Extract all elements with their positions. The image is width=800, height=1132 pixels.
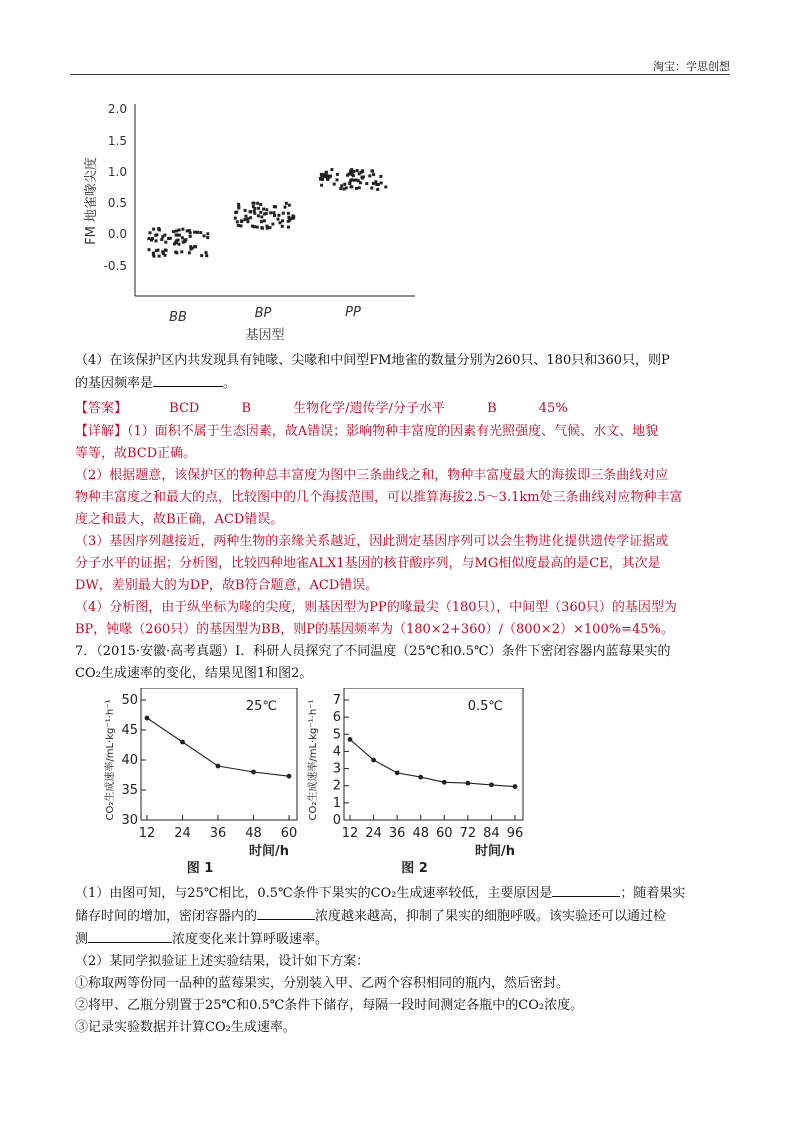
scatter-point (158, 255, 161, 258)
scatter-point (343, 183, 346, 186)
scatter-point (177, 243, 180, 246)
detail-line: （3）基因序列越接近，两种生物的亲缘关系越近，因此测定基因序列可以会生物进化提供遗传学证据或 (75, 534, 669, 549)
beak-scatter-figure (75, 96, 435, 346)
answer-blank[interactable] (153, 372, 223, 387)
detail-line: 分子水平的证据；分析图，比较四种地雀ALX1基因的核苷酸序列，与MG相似度最高的是CE，其次是 (75, 556, 661, 571)
scatter-point (336, 173, 339, 176)
scatter-point (343, 188, 346, 191)
scatter-point (284, 206, 287, 209)
scatter-point (261, 227, 264, 230)
scatter-point (151, 237, 154, 240)
scatter-point (167, 237, 170, 240)
scatter-point (244, 215, 247, 218)
scatter-point (161, 235, 164, 238)
scatter-point (175, 230, 178, 233)
scatter-point (292, 217, 295, 220)
scatter-point (244, 209, 247, 212)
scatter-point (181, 236, 184, 239)
x-tick-label: 60 (436, 826, 453, 841)
scatter-point (152, 228, 155, 231)
data-point (216, 764, 221, 769)
scatter-point (249, 210, 252, 213)
y-tick-label: 1 (332, 795, 341, 811)
scatter-point (256, 226, 259, 229)
x-tick-label: 84 (483, 826, 500, 841)
x-tick-label: 48 (412, 826, 429, 841)
scatter-point (191, 247, 194, 250)
q7-step-1: ①称取两等份同一品种的蓝莓果实，分别装入甲、乙两个容积相同的瓶内，然后密封。 (75, 976, 570, 991)
answer-item: 45% (538, 401, 568, 416)
y-axis-label: CO₂生成速率/mL·kg⁻¹·h⁻¹ (308, 699, 319, 821)
scatter-point (246, 217, 249, 220)
x-tick-label: 24 (365, 826, 382, 841)
scatter-point (164, 249, 167, 252)
answer-section (75, 398, 725, 420)
y-tick-label: 30 (121, 813, 138, 828)
scatter-point (240, 224, 243, 227)
detail-line: BP，钝喙（260只）的基因型为BB，则P的基因频率为（180×2+360）/（800×2）×100%=45%。 (75, 622, 674, 637)
scatter-point (252, 205, 255, 208)
scatter-point (273, 214, 276, 217)
y-tick-label: 0.0 (107, 227, 127, 241)
y-tick-label: 35 (121, 783, 138, 798)
scatter-point (368, 174, 371, 177)
scatter-point (274, 205, 277, 208)
scatter-point (384, 186, 387, 189)
scatter-point (259, 211, 262, 214)
scatter-point (263, 213, 266, 216)
scatter-point (266, 227, 269, 230)
y-tick-labels (104, 102, 127, 273)
scatter-point (361, 177, 364, 180)
scatter-point (340, 184, 343, 187)
scatter-point (176, 234, 179, 237)
question-4 (75, 350, 725, 395)
scatter-point (379, 175, 382, 178)
scatter-point (257, 214, 260, 217)
y-tick-label: 1.5 (107, 134, 127, 148)
scatter-point (371, 170, 374, 173)
scatter-point (269, 226, 272, 229)
data-point (348, 737, 353, 742)
detail-line: DW，差别最大的为DP，故B符合题意，ACD错误。 (75, 578, 379, 593)
scatter-point (263, 219, 266, 222)
scatter-point (189, 231, 192, 234)
scatter-point (349, 179, 352, 182)
scatter-point (265, 208, 268, 211)
detail-line: 物种丰富度之和最大的点，比较图中的几个海拔范围，可以推算海拔2.5～3.1km处三条曲线对应物种丰富 (75, 490, 683, 505)
y-tick-label: 4 (332, 744, 341, 760)
y-tick-label: 2 (332, 778, 341, 794)
scatter-point (147, 237, 150, 240)
answer-item: 生物化学/遗传学/分子水平 (293, 401, 445, 416)
scatter-point (186, 229, 189, 232)
figure-1-chart (75, 688, 305, 878)
scatter-point (148, 248, 151, 251)
scatter-point (260, 220, 263, 223)
scatter-point (376, 188, 379, 191)
scatter-point (326, 177, 329, 180)
scatter-point (200, 254, 203, 257)
scatter-point (358, 186, 361, 189)
scatter-point (253, 210, 256, 213)
scatter-point (287, 212, 290, 215)
scatter-point (346, 174, 349, 177)
scatter-point (365, 182, 368, 185)
scatter-point (237, 207, 240, 210)
y-tick-label: -0.5 (103, 259, 127, 273)
y-tick-label: 45 (121, 723, 138, 738)
q7-part1-line3: 测 浓度变化来计算呼吸速率。 (75, 928, 725, 951)
scatter-point (271, 223, 274, 226)
scatter-point (253, 202, 256, 205)
scatter-point (160, 238, 163, 241)
scatter-point (246, 220, 249, 223)
q7-line2: CO₂生成速率的变化，结果见图1和图2。 (75, 666, 313, 681)
scatter-point (180, 250, 183, 253)
scatter-point (260, 215, 263, 218)
scatter-point (372, 182, 375, 185)
y-axis-label: CO₂生成速率/mL·kg⁻¹·h⁻¹ (105, 699, 116, 821)
scatter-point (234, 217, 237, 220)
q7-part2: （2）某同学拟验证上述实验结果，设计如下方案： (75, 954, 370, 969)
data-point (418, 775, 423, 780)
y-tick-label: 3 (332, 761, 341, 777)
scatter-point (188, 251, 191, 254)
scatter-point (205, 251, 208, 254)
scatter-point (178, 229, 181, 232)
scatter-point (205, 254, 208, 257)
scatter-point (177, 239, 180, 242)
scatter-point (333, 183, 336, 186)
figure-caption: 图 1 (186, 861, 214, 876)
y-tick-label: 0 (332, 813, 341, 828)
scatter-point (339, 187, 342, 190)
scatter-point (234, 211, 237, 214)
scatter-point (251, 225, 254, 228)
scatter-point (360, 171, 363, 174)
y-tick-label: 6 (332, 710, 341, 726)
scatter-point (370, 187, 373, 190)
scatter-point (359, 181, 362, 184)
scatter-point (350, 185, 353, 188)
scatter-point (277, 218, 280, 221)
y-tick-label: 40 (121, 753, 138, 768)
scatter-point (249, 216, 252, 219)
answer-item: B (241, 401, 252, 416)
detail-line: （2）根据题意，该保护区的物种总丰富度为图中三条曲线之和，物种丰富度最大的海拔即三条曲线对应 (75, 468, 669, 483)
x-axis-label: 时间/h (474, 844, 516, 859)
x-tick-label-bb: BB (169, 310, 187, 325)
data-point (513, 784, 518, 789)
scatter-point (257, 207, 260, 210)
data-point (251, 770, 256, 775)
x-tick-label: 72 (459, 826, 477, 841)
scatter-point (172, 230, 175, 233)
q7-line1: 7．（2015·安徽·高考真题）Ⅰ．科研人员探究了不同温度（25℃和0.5℃）条件下密闭容器内蓝莓果实的 (75, 644, 671, 659)
detail-section (75, 421, 725, 641)
y-tick-label: 2.0 (107, 102, 127, 116)
answer-blank[interactable] (257, 905, 315, 920)
data-point (395, 770, 400, 775)
scatter-point (372, 173, 375, 176)
answer-item: BCD (169, 401, 200, 416)
scatter-point (281, 225, 284, 228)
scatter-point (236, 220, 239, 223)
y-tick-label: 7 (332, 693, 341, 708)
scatter-point (325, 171, 328, 174)
scatter-point (287, 226, 290, 229)
scatter-point (262, 208, 265, 211)
header-text: 淘宝：学思创想 (653, 60, 730, 73)
detail-line: （4）分析图，由于纵坐标为喙的尖度，则基因型为PP的喙最尖（180只），中间型（360只）的基因型为 (75, 600, 677, 615)
scatter-point (199, 231, 202, 234)
answer-blank[interactable] (88, 928, 172, 943)
scatter-point (164, 241, 167, 244)
scatter-point (161, 250, 164, 253)
answer-blank[interactable] (552, 882, 620, 897)
y-tick-label: 50 (121, 693, 138, 708)
detail-line: 度之和最大，故B正确，ACD错误。 (75, 512, 284, 527)
scatter-point (237, 224, 240, 227)
scatter-point (243, 218, 246, 221)
answer-item: B (487, 401, 497, 416)
scatter-point (149, 231, 152, 234)
data-point (371, 758, 376, 763)
data-point (287, 774, 292, 779)
scatter-point (320, 184, 323, 187)
data-point (145, 716, 150, 721)
q7-step-3: ③记录实验数据并计算CO₂生成速率。 (75, 1020, 296, 1035)
y-axis-label: FM 地雀喙尖度 (84, 157, 99, 245)
q7-part1-line2: 储存时间的增加，密闭容器内的 浓度越来越高，抑制了果实的细胞呼吸。该实验还可以通过检 (75, 905, 725, 928)
scatter-point (155, 239, 158, 242)
question-7 (75, 641, 725, 685)
scatter-point (272, 211, 275, 214)
answer-label: 【答案】 (75, 401, 128, 416)
scatter-point (196, 231, 199, 234)
scatter-point (350, 168, 353, 171)
data-point (180, 740, 185, 745)
scatter-point (157, 227, 160, 230)
scatter-point (155, 233, 158, 236)
x-tick-label: 60 (280, 826, 298, 841)
scatter-point (320, 173, 323, 176)
scatter-point (164, 254, 167, 257)
y-tick-label: 1.0 (107, 165, 127, 179)
scatter-point (330, 168, 333, 171)
q7-step-2: ②将甲、乙瓶分别置于25℃和0.5℃条件下储存，每隔一段时间测定各瓶中的CO₂浓度。 (75, 998, 584, 1013)
scatter-point (321, 178, 324, 181)
scatter-point (355, 187, 358, 190)
scatter-point (281, 219, 284, 222)
detail-line: 等等，故BCD正确。 (75, 446, 197, 461)
x-tick-label: 12 (138, 826, 156, 841)
data-point (489, 782, 494, 787)
detail-line: 【详解】（1）面积不属于生态因素，故A错误；影响物种丰富度的因素有光照强度、气候、水文、地貌 (75, 424, 659, 439)
x-tick-label-pp: PP (345, 305, 361, 320)
x-tick-label-bp: BP (254, 306, 272, 321)
scatter-point (336, 178, 339, 181)
q4-line2: 的基因频率是 。 (75, 372, 725, 395)
question-7-parts (75, 882, 725, 1039)
x-tick-label: 36 (388, 826, 406, 841)
x-tick-label: 96 (506, 826, 524, 841)
scatter-point (240, 219, 243, 222)
scatter-point (285, 202, 288, 205)
x-tick-label: 12 (341, 826, 359, 841)
scatter-point (155, 249, 158, 252)
scatter-point (153, 255, 156, 258)
scatter-point (189, 235, 192, 238)
chart-title: 0.5℃ (467, 699, 503, 714)
scatter-point (288, 204, 291, 207)
x-tick-label: 24 (174, 826, 191, 841)
scatter-point (269, 211, 272, 214)
chart-title: 25℃ (245, 699, 277, 714)
scatter-point (356, 169, 359, 172)
scatter-point (282, 212, 285, 215)
x-tick-label: 48 (245, 826, 262, 841)
q7-part1-line1: （1）由图可知，与25℃相比，0.5℃条件下果实的CO₂生成速率较低，主要原因是 ；随着果实 (75, 882, 725, 905)
x-axis-label: 时间/h (248, 844, 290, 859)
scatter-point (287, 220, 290, 223)
data-point (465, 781, 470, 786)
y-tick-label: 0.5 (107, 196, 127, 210)
q4-line1: （4）在该保护区内共发现具有钝喙、尖喙和中间型FM地雀的数量分别为260只、180只和360只，则P (75, 353, 670, 368)
scatter-point (377, 183, 380, 186)
scatter-point (351, 173, 354, 176)
scatter-point (203, 234, 206, 237)
scatter-point (181, 228, 184, 231)
data-point (442, 780, 447, 785)
scatter-points (147, 168, 387, 258)
y-tick-label: 5 (332, 727, 341, 743)
scatter-point (175, 251, 178, 254)
scatter-point (193, 231, 196, 234)
figure-caption: 图 2 (401, 861, 428, 876)
scatter-point (206, 236, 209, 239)
x-axis-label: 基因型 (245, 328, 285, 343)
page-header (70, 58, 730, 75)
series-line (350, 739, 515, 786)
figure-2-chart (293, 688, 533, 878)
scatter-point (256, 202, 259, 205)
scatter-point (380, 181, 383, 184)
scatter-point (206, 232, 209, 235)
scatter-point (277, 214, 280, 217)
scatter-point (183, 240, 186, 243)
scatter-point (259, 203, 262, 206)
scatter-point (348, 182, 351, 185)
x-tick-label: 36 (209, 826, 227, 841)
